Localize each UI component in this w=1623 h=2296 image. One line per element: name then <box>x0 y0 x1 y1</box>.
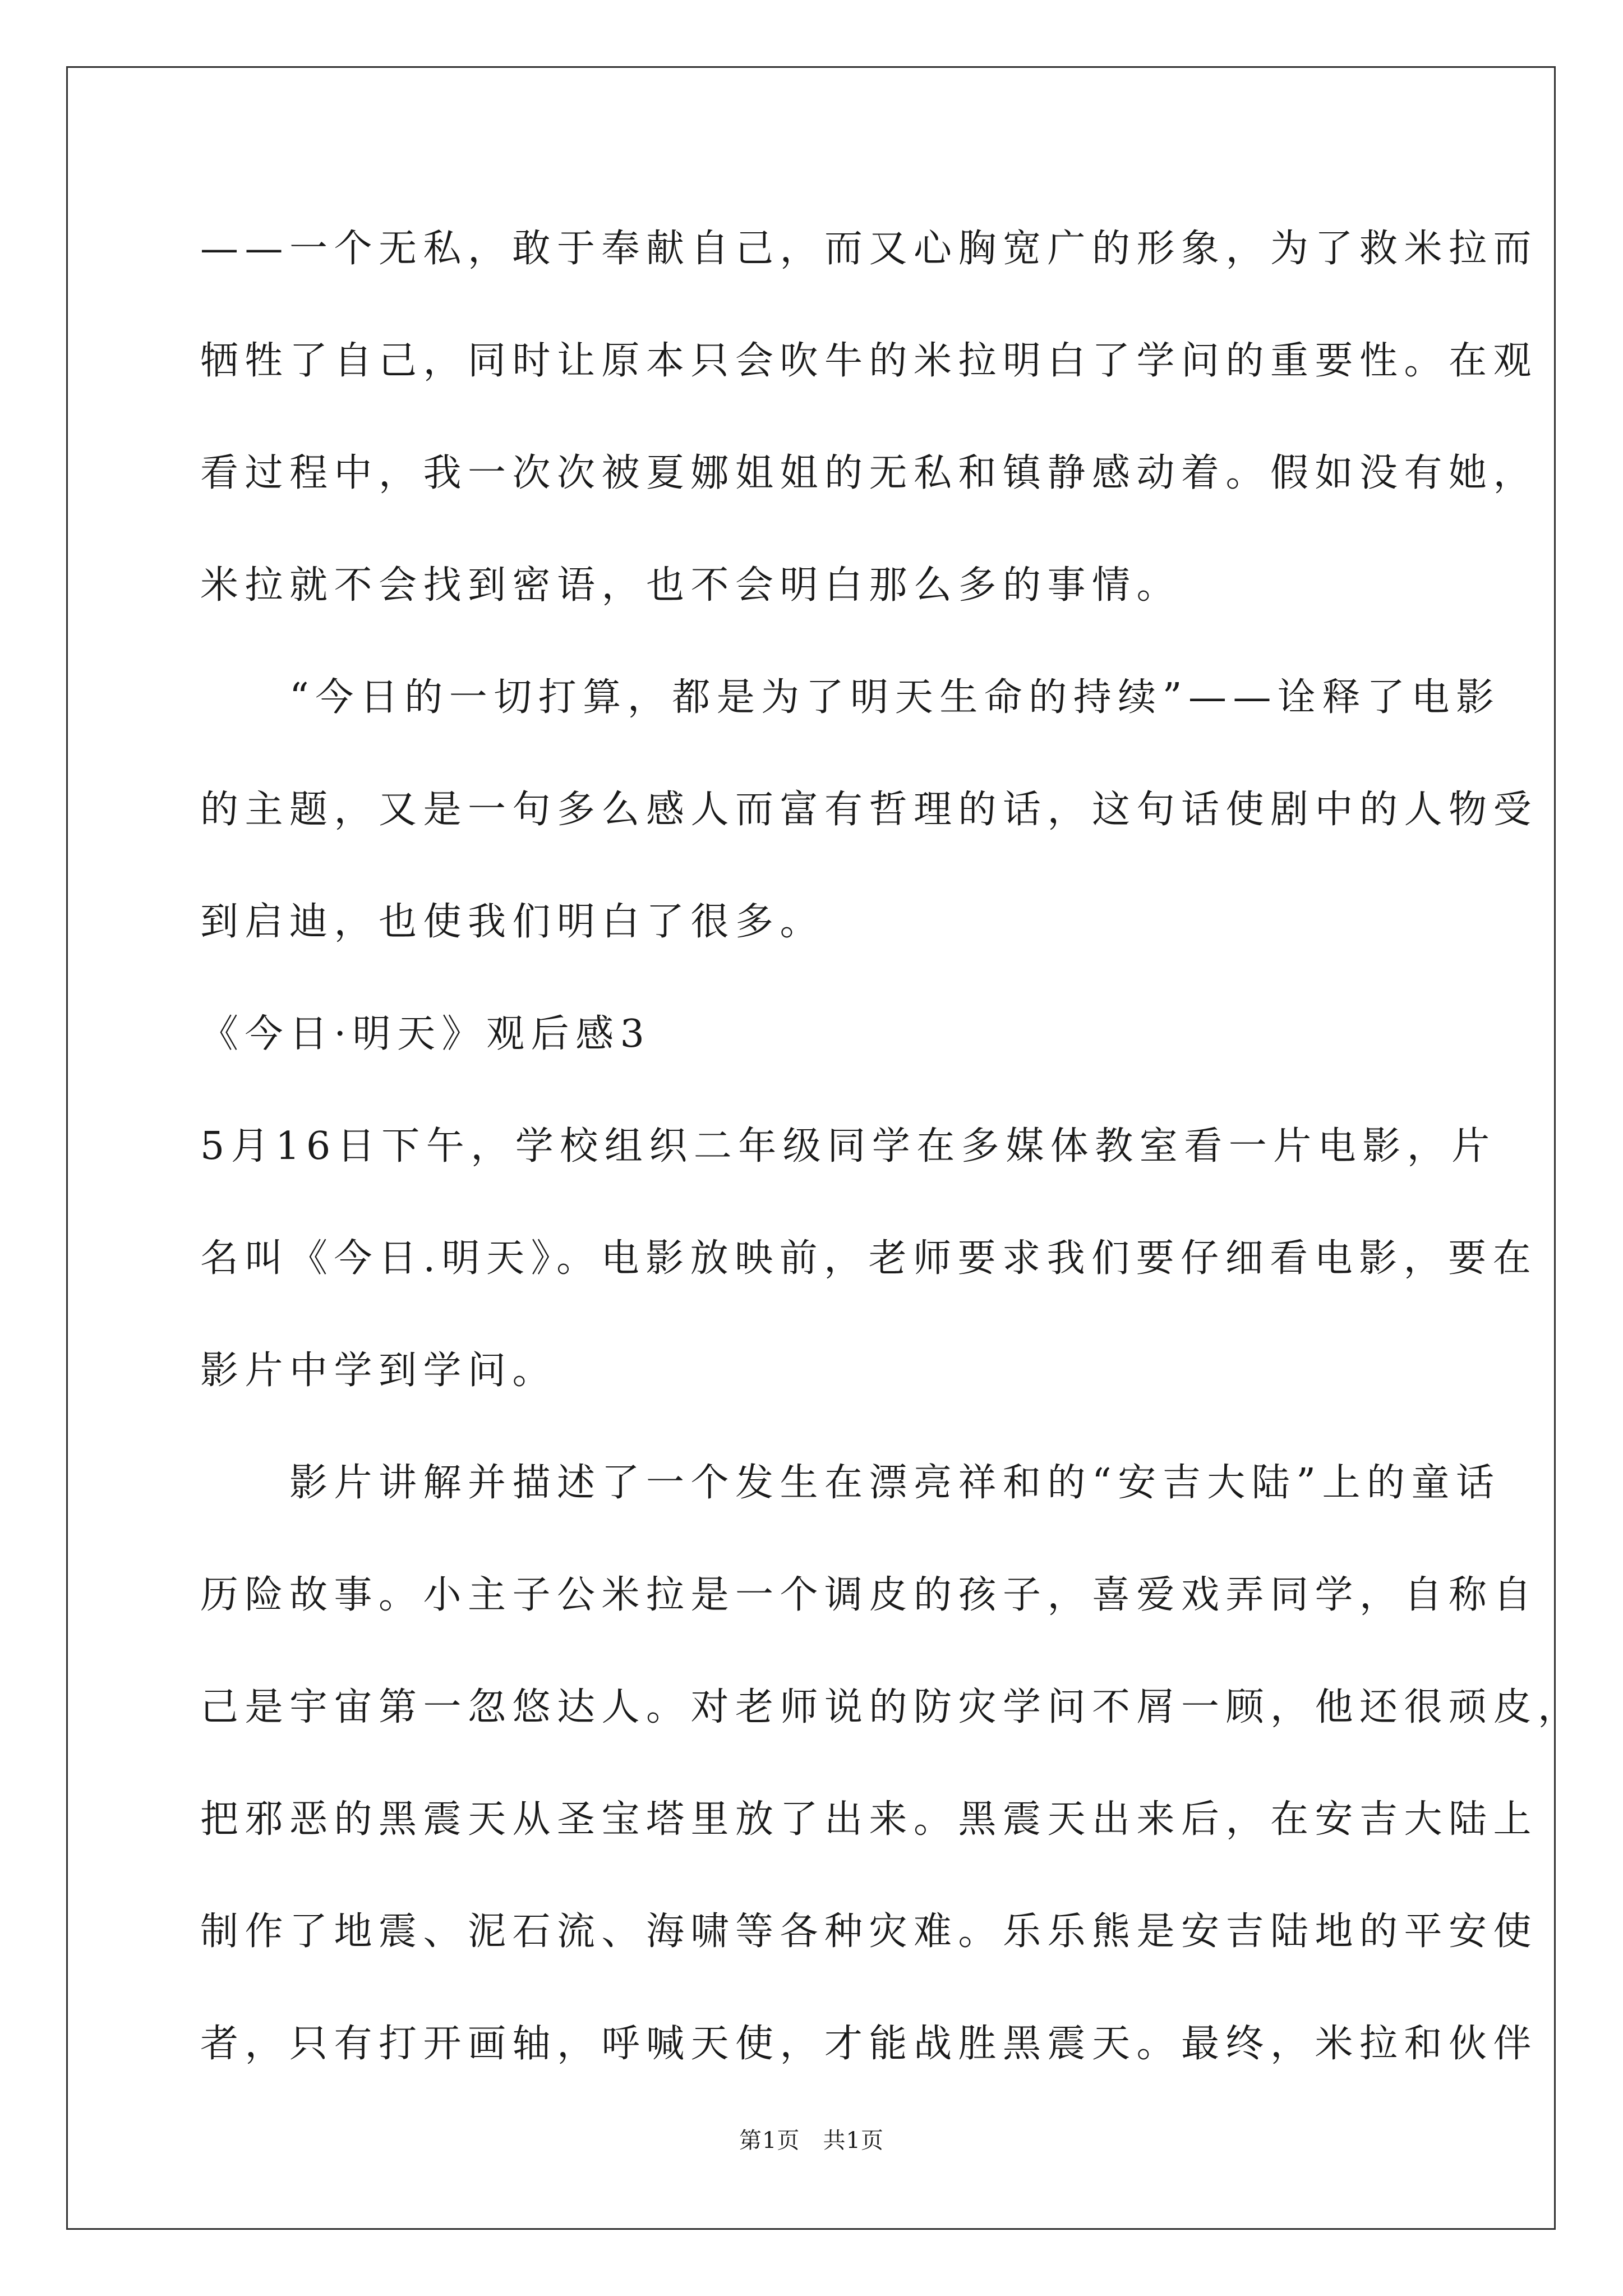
text-line: 牺牲了自己，同时让原本只会吹牛的米拉明白了学问的重要性。在观 <box>200 339 1538 383</box>
text-line: 制作了地震、泥石流、海啸等各种灾难。乐乐熊是安吉陆地的平安使 <box>200 1910 1538 1954</box>
section-heading: 《今日·明天》观后感3 <box>200 1012 651 1056</box>
text-line: 名叫《今日.明天》。电影放映前，老师要求我们要仔细看电影，要在 <box>200 1236 1538 1281</box>
text-line: 到启迪，也使我们明白了很多。 <box>200 900 825 944</box>
text-line: 看过程中，我一次次被夏娜姐姐的无私和镇静感动着。假如没有她， <box>200 451 1538 495</box>
text-line: 历险故事。小主子公米拉是一个调皮的孩子，喜爱戏弄同学，自称自 <box>200 1573 1538 1617</box>
page-number-footer: 第1页 共1页 <box>739 2128 884 2154</box>
text-line: 把邪恶的黑震天从圣宝塔里放了出来。黑震天出来后，在安吉大陆上 <box>200 1797 1538 1842</box>
document-body <box>200 216 1583 2123</box>
text-line: 己是宇宙第一忽悠达人。对老师说的防灾学问不屑一顾，他还很顽皮， <box>200 1685 1583 1729</box>
text-line: 者，只有打开画轴，呼喊天使，才能战胜黑震天。最终，米拉和伙伴 <box>200 2022 1538 2066</box>
text-line: 米拉就不会找到密语，也不会明白那么多的事情。 <box>200 563 1182 608</box>
text-line: “今日的一切打算，都是为了明天生命的持续”——诠释了电影 <box>200 675 1501 720</box>
text-line: 影片中学到学问。 <box>200 1349 557 1393</box>
text-line: 5月16日下午，学校组织二年级同学在多媒体教室看一片电影，片 <box>200 1124 1496 1168</box>
text-line: ——一个无私，敢于奉献自己，而又心胸宽广的形象，为了救米拉而 <box>200 227 1538 271</box>
text-line: 的主题，又是一句多么感人而富有哲理的话，这句话使剧中的人物受 <box>200 788 1538 832</box>
text-line: 影片讲解并描述了一个发生在漂亮祥和的“安吉大陆”上的童话 <box>200 1461 1501 1505</box>
